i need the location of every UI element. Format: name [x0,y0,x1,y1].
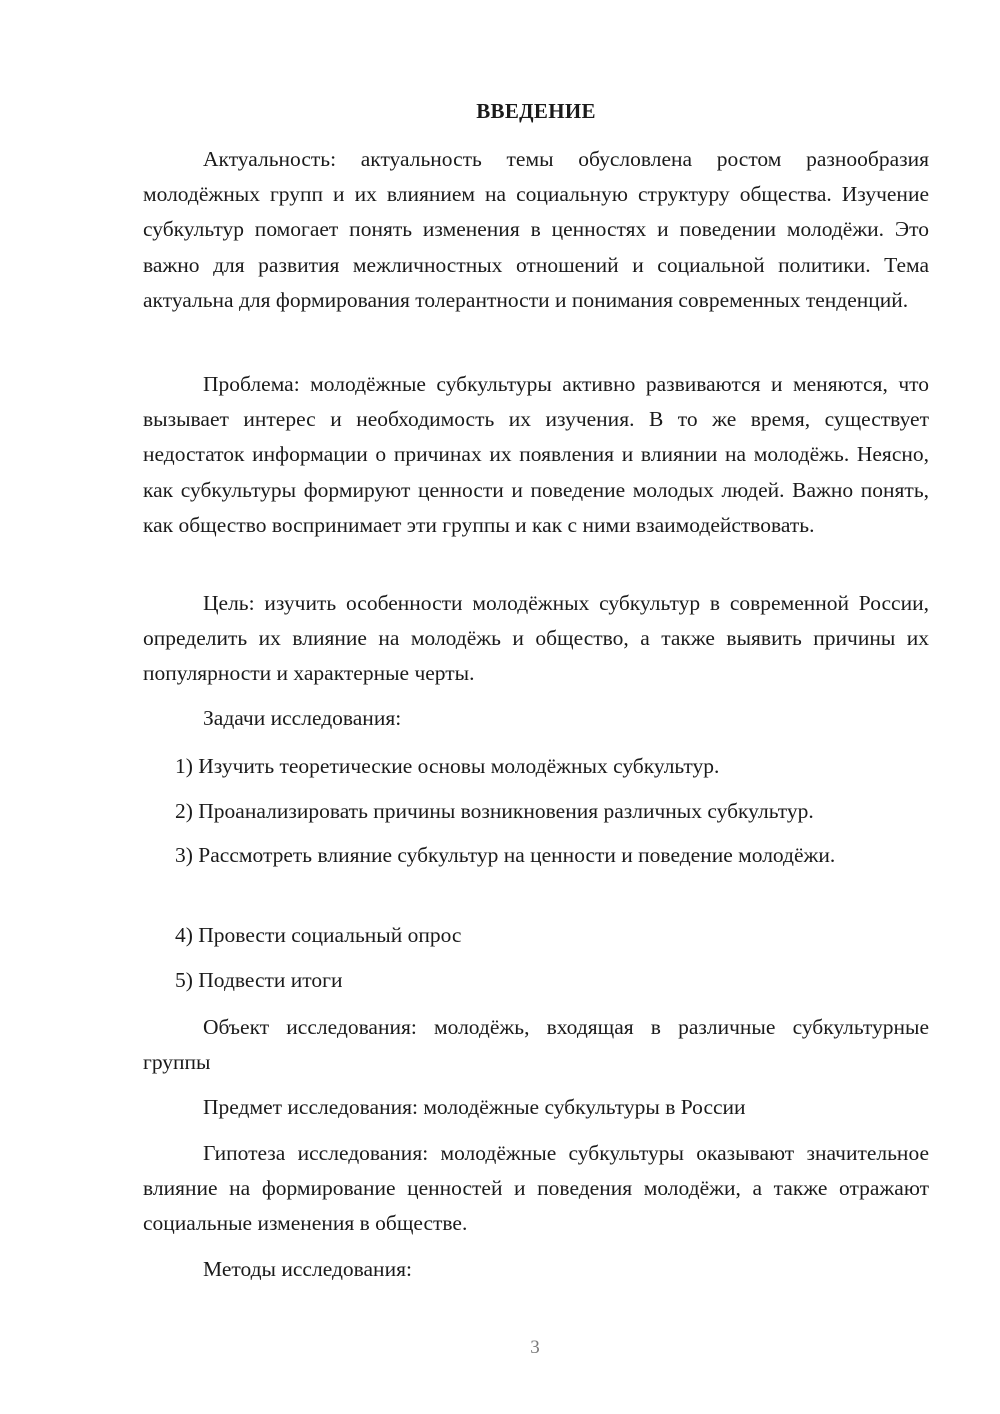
list-item-task-5: 5) Подвести итоги [175,968,343,992]
paragraph-goal: Цель: изучить особенности молодёжных субкультур в современной России, определить их влияние на молодёжь и общество, а также выявить причины их популярности и характерные черты. [143,591,929,686]
paragraph-methods: Методы исследования: [203,1257,412,1281]
paragraph-tasks-title: Задачи исследования: [203,706,402,730]
paragraph-object: Объект исследования: молодёжь, входящая в различные субкультурные группы [143,1015,929,1075]
page-number: 3 [530,1337,540,1358]
paragraph-hypothesis: Гипотеза исследования: молодёжные субкультуры оказывают значительное влияние на формирование ценностей и поведения молодёжи, а также отражают социальные изменения в обществе. [143,1141,929,1236]
list-item-task-4: 4) Провести социальный опрос [175,923,462,947]
list-item-task-3: 3) Рассмотреть влияние субкультур на ценности и поведение молодёжи. [175,843,836,867]
paragraph-relevance: Актуальность: актуальность темы обусловлена ростом разнообразия молодёжных групп и их влиянием на социальную структуру общества. Изучение субкультур помогает понять изменения в ценностях и поведении молодёжи. Это важно для развития межличностных отношений и социальной политики. Тема актуальна для формирования толерантности и понимания современных тенденций. [143,147,929,312]
paragraph-problem: Проблема: молодёжные субкультуры активно развиваются и меняются, что вызывает интерес и необходимость их изучения. В то же время, существует недостаток информации о причинах их появления и влиянии на молодёжь. Неясно, как субкультуры формируют ценности и поведение молодых людей. Важно понять, как общество воспринимает эти группы и как с ними взаимодействовать. [143,372,929,537]
paragraph-subject: Предмет исследования: молодёжные субкультуры в России [203,1095,746,1119]
list-item-task-2: 2) Проанализировать причины возникновения различных субкультур. [175,799,814,823]
section-heading: ВВЕДЕНИЕ [476,99,596,123]
list-item-task-1: 1) Изучить теоретические основы молодёжных субкультур. [175,754,720,778]
